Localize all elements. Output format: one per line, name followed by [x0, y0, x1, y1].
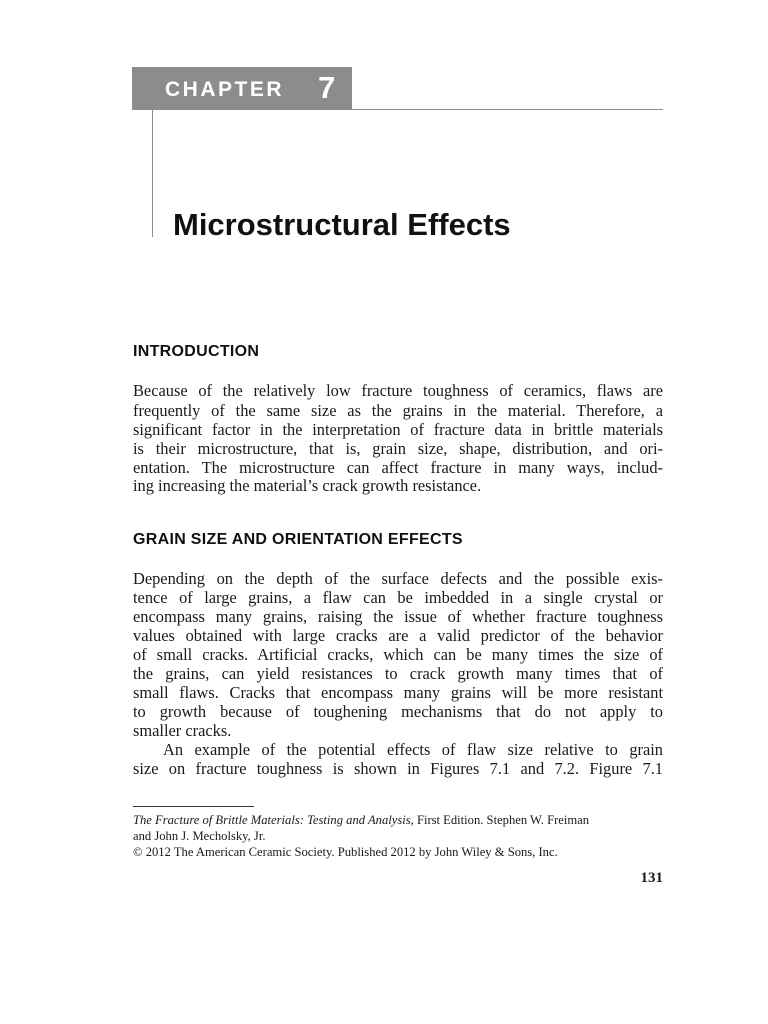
chapter-rule [352, 109, 663, 110]
chapter-vertical-rule [152, 110, 153, 237]
body-line: Depending on the depth of the surface defects and the possible exis- [133, 569, 663, 588]
section-heading-grain-size: GRAIN SIZE AND ORIENTATION EFFECTS [133, 531, 463, 548]
chapter-label: CHAPTER [165, 78, 285, 101]
body-line: encompass many grains, raising the issue of whether fracture toughness [133, 607, 663, 626]
footnote-rule [133, 806, 254, 807]
body-line: is their microstructure, that is, grain size, shape, distribution, and ori- [133, 439, 663, 458]
section-heading-introduction: INTRODUCTION [133, 343, 260, 360]
footnote-edition-authors: , First Edition. Stephen W. Freiman [410, 813, 590, 827]
body-line: ing increasing the material’s crack growth resistance. [133, 476, 482, 495]
body-line: entation. The microstructure can affect fracture in many ways, includ- [133, 458, 663, 477]
body-line: size on fracture toughness is shown in Figures 7.1 and 7.2. Figure 7.1 [133, 759, 663, 778]
body-line: of small cracks. Artificial cracks, which can be many times the size of [133, 645, 663, 664]
body-line: tence of large grains, a flaw can be imbedded in a single crystal or [133, 588, 663, 607]
body-line: values obtained with large cracks are a valid predictor of the behavior [133, 626, 663, 645]
chapter-title: Microstructural Effects [173, 207, 511, 242]
footnote-line-2: and John J. Mecholsky, Jr. [133, 829, 266, 843]
body-line: smaller cracks. [133, 721, 232, 740]
footnote-book-title: The Fracture of Brittle Materials: Testing and Analysis [133, 813, 411, 827]
body-line: An example of the potential effects of flaw size relative to grain [163, 740, 663, 759]
body-line: small flaws. Cracks that encompass many grains will be more resistant [133, 683, 663, 702]
body-line: the grains, can yield resistances to crack growth many times that of [133, 664, 663, 683]
body-line: significant factor in the interpretation of fracture data in brittle materials [133, 420, 663, 439]
page-number: 131 [640, 870, 663, 886]
body-line: Because of the relatively low fracture toughness of ceramics, flaws are [133, 381, 663, 400]
footnote-line-1 [133, 812, 663, 828]
body-line: to growth because of toughening mechanisms that do not apply to [133, 702, 663, 721]
footnote-copyright: © 2012 The American Ceramic Society. Published 2012 by John Wiley & Sons, Inc. [133, 845, 558, 859]
chapter-number: 7 [318, 70, 336, 105]
body-line: frequently of the same size as the grains in the material. Therefore, a [133, 401, 663, 420]
